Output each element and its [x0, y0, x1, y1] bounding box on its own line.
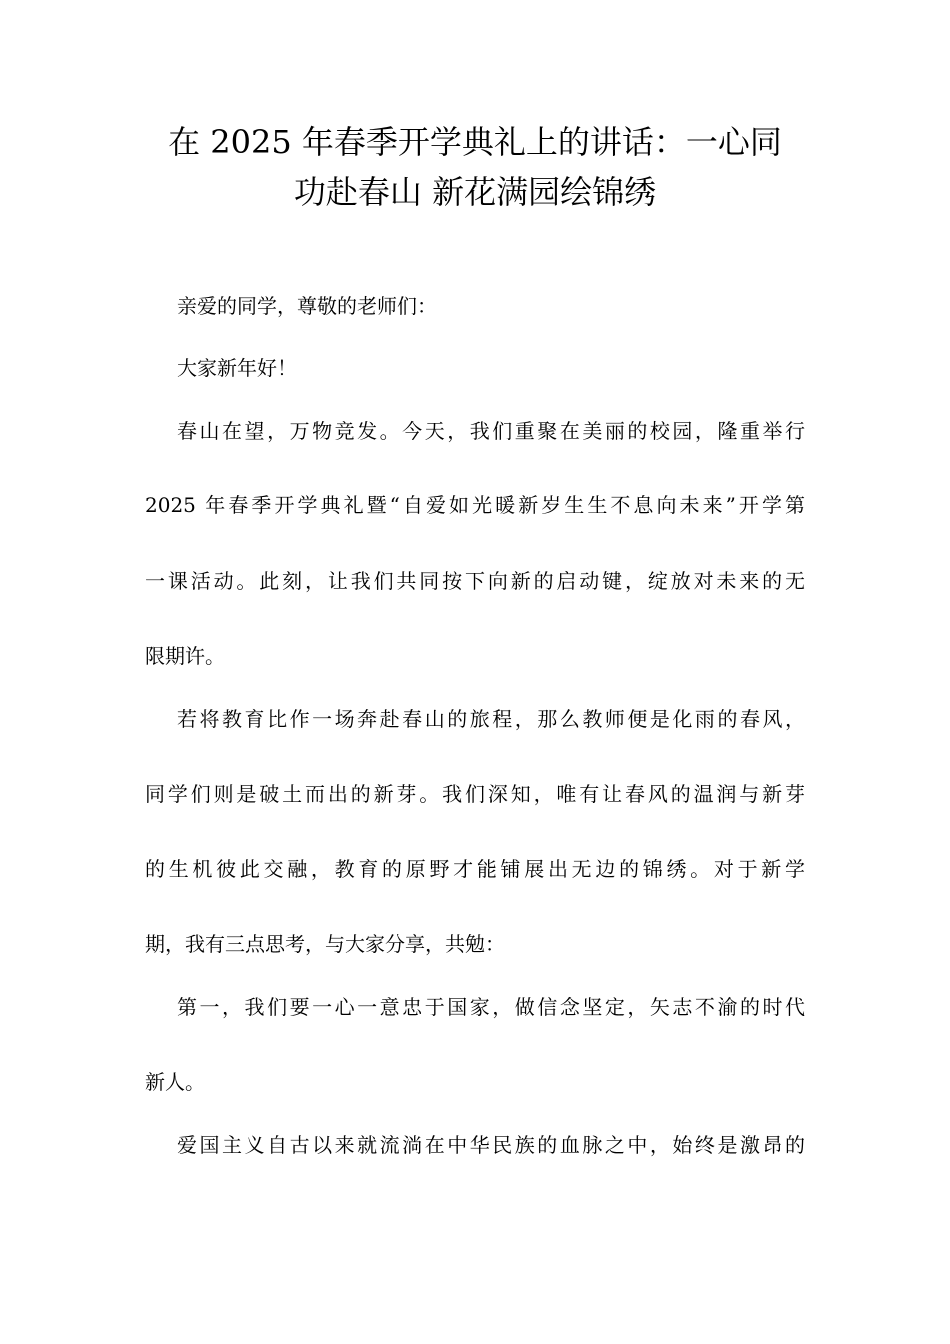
paragraph-3-line-1: 第一，我们要一心一意忠于国家，做信念坚定，矢志不渝的时代 — [177, 995, 805, 1019]
paragraph-2-line-4: 期，我有三点思考，与大家分享，共勉： — [145, 932, 505, 956]
paragraph-2-line-2: 同学们则是破土而出的新芽。我们深知，唯有让春风的温润与新芽 — [145, 782, 805, 806]
paragraph-1-line-4: 限期许。 — [145, 644, 225, 668]
paragraph-4-line-1: 爱国主义自古以来就流淌在中华民族的血脉之中，始终是激昂的 — [177, 1133, 805, 1157]
paragraph-2-line-1: 若将教育比作一场奔赴春山的旅程，那么教师便是化雨的春风， — [177, 707, 805, 731]
paragraph-2-line-3: 的生机彼此交融，教育的原野才能铺展出无边的锦绣。对于新学 — [145, 857, 805, 881]
paragraph-1-line-2: 2025 年春季开学典礼暨“自爱如光暖新岁生生不息向未来”开学第 — [145, 493, 805, 517]
document-title-line-1: 在 2025 年春季开学典礼上的讲话：一心同 — [168, 123, 782, 161]
salutation: 亲爱的同学，尊敬的老师们： — [177, 294, 437, 318]
paragraph-1-line-1: 春山在望，万物竞发。今天，我们重聚在美丽的校园，隆重举行 — [177, 419, 805, 443]
document-title-line-2: 功赴春山 新花满园绘锦绣 — [293, 173, 657, 211]
paragraph-3-line-2: 新人。 — [145, 1070, 205, 1094]
greeting: 大家新年好！ — [177, 356, 297, 380]
paragraph-1-line-3: 一课活动。此刻，让我们共同按下向新的启动键，绽放对未来的无 — [145, 569, 805, 593]
